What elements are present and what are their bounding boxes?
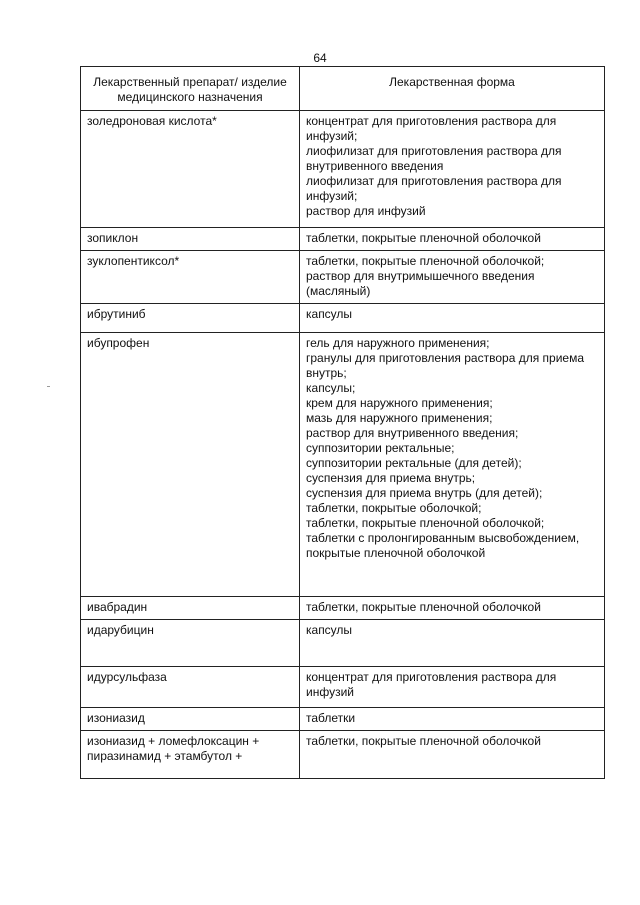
drug-name: золедроновая кислота* xyxy=(81,111,300,228)
drug-name: ивабрадин xyxy=(81,597,300,620)
dosage-form: таблетки, покрытые пленочной оболочкой; xyxy=(306,516,545,530)
drug-name: изониазид xyxy=(81,708,300,731)
page-number: 64 xyxy=(313,51,327,65)
drug-name: изониазид + ломефлоксацин + пиразинамид + этамбутол + xyxy=(81,731,300,779)
dosage-form: капсулы xyxy=(306,623,353,637)
drug-name: ибупрофен xyxy=(81,333,300,597)
table-row xyxy=(81,111,605,228)
table-row xyxy=(81,597,605,620)
dosage-form: раствор для внутривенного введения; xyxy=(306,426,519,440)
drug-forms xyxy=(300,708,605,731)
dosage-form: таблетки xyxy=(306,711,356,725)
drug-name: идарубицин xyxy=(81,620,300,667)
dosage-form: крем для наружного применения; xyxy=(306,396,493,410)
drug-name: зопиклон xyxy=(81,228,300,251)
drug-table xyxy=(80,66,605,779)
dosage-form: раствор для инфузий xyxy=(306,204,426,218)
drug-forms xyxy=(300,667,605,708)
dosage-form: таблетки, покрытые оболочкой; xyxy=(306,501,482,515)
dosage-form: мазь для наружного применения; xyxy=(306,411,493,425)
table-row xyxy=(81,708,605,731)
drug-name: идурсульфаза xyxy=(81,667,300,708)
dosage-form: лиофилизат для приготовления раствора для внутривенного введения xyxy=(306,144,562,173)
dosage-form: капсулы; xyxy=(306,381,356,395)
drug-forms xyxy=(300,731,605,779)
drug-forms xyxy=(300,251,605,304)
table-row xyxy=(81,333,605,597)
dosage-form: раствор для внутримышечного введения (масляный) xyxy=(306,269,535,298)
table-row xyxy=(81,228,605,251)
drug-forms xyxy=(300,304,605,333)
dosage-form: суспензия для приема внутрь (для детей); xyxy=(306,486,543,500)
drug-name: ибрутиниб xyxy=(81,304,300,333)
dosage-form: таблетки, покрытые пленочной оболочкой xyxy=(306,231,541,245)
drug-forms xyxy=(300,620,605,667)
table-row xyxy=(81,620,605,667)
drug-name: зуклопентиксол* xyxy=(81,251,300,304)
dosage-form: суппозитории ректальные; xyxy=(306,441,455,455)
table-row xyxy=(81,667,605,708)
dosage-form: таблетки, покрытые пленочной оболочкой xyxy=(306,600,541,614)
table-body xyxy=(81,111,605,779)
drug-forms xyxy=(300,111,605,228)
dosage-form: таблетки, покрытые пленочной оболочкой xyxy=(306,734,541,748)
table-header-row xyxy=(81,67,605,111)
table-row xyxy=(81,731,605,779)
dosage-form: концентрат для приготовления раствора для инфузий; xyxy=(306,114,557,143)
table-row xyxy=(81,251,605,304)
dosage-form: концентрат для приготовления раствора для инфузий xyxy=(306,670,557,699)
table-row xyxy=(81,304,605,333)
dosage-form: лиофилизат для приготовления раствора для инфузий; xyxy=(306,174,562,203)
drug-forms xyxy=(300,228,605,251)
dosage-form: суппозитории ректальные (для детей); xyxy=(306,456,522,470)
dosage-form: гель для наружного применения; xyxy=(306,336,490,350)
dosage-form: капсулы xyxy=(306,307,353,321)
dosage-form: таблетки, покрытые пленочной оболочкой; xyxy=(306,254,545,268)
header-form: Лекарственная форма xyxy=(300,67,605,111)
dosage-form: таблетки с пролонгированным высвобождением, покрытые пленочной оболочкой xyxy=(306,531,580,560)
dosage-form: суспензия для приема внутрь; xyxy=(306,471,476,485)
dosage-form: гранулы для приготовления раствора для приема внутрь; xyxy=(306,351,585,380)
drug-forms xyxy=(300,333,605,597)
scan-mark xyxy=(47,386,50,387)
header-drug: Лекарственный препарат/ изделие медицинского назначения xyxy=(81,67,300,111)
drug-forms xyxy=(300,597,605,620)
